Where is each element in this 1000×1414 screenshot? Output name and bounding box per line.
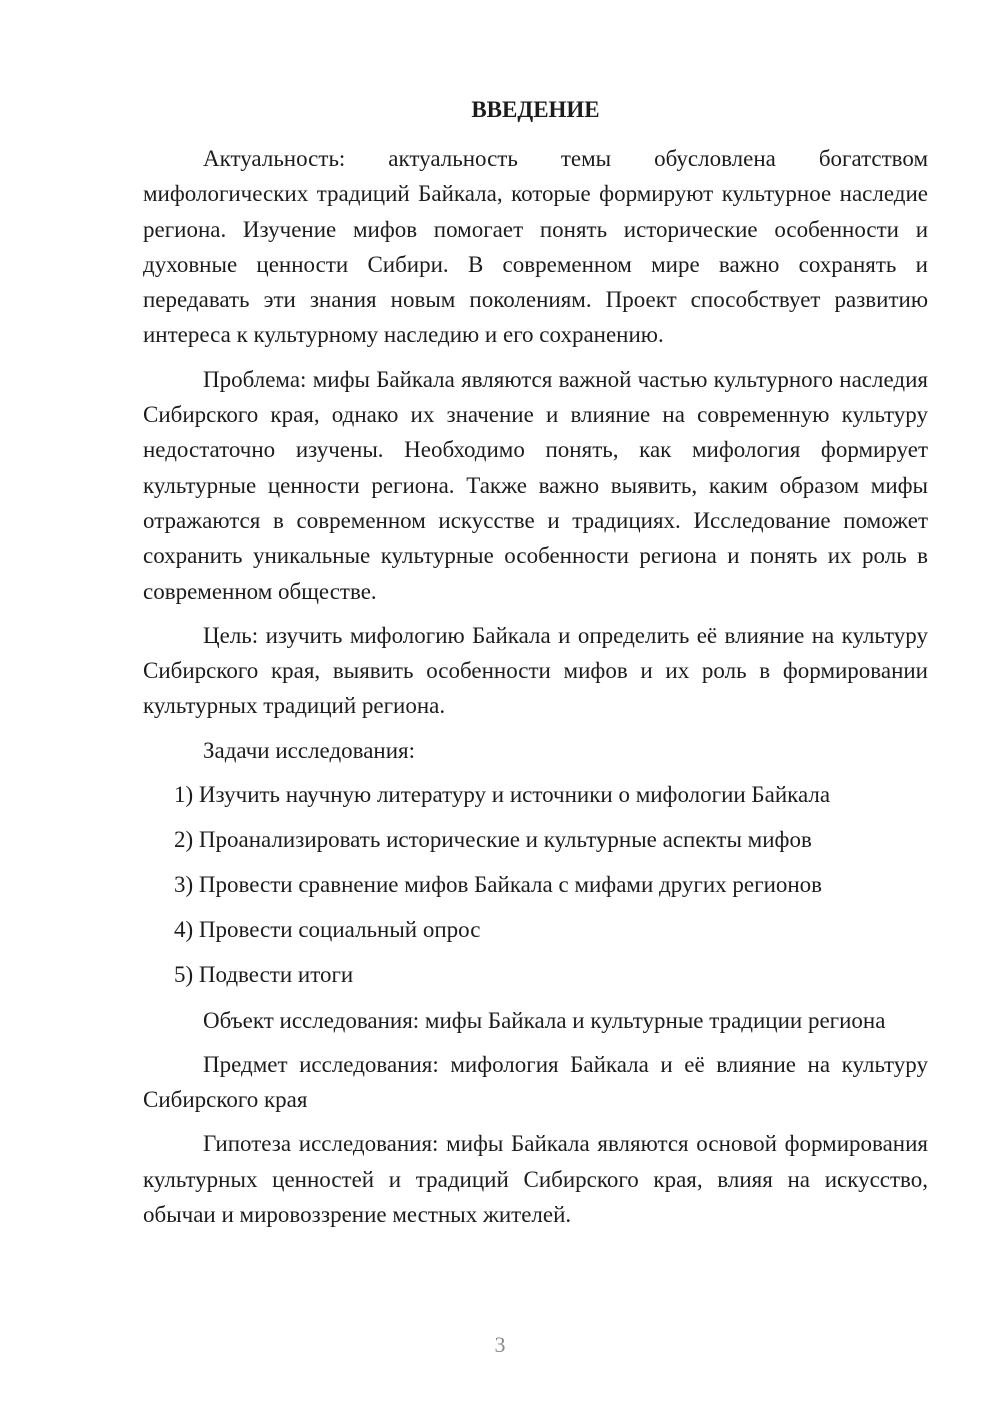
document-page	[143, 92, 928, 1241]
paragraph-problem: Проблема: мифы Байкала являются важной частью культурного наследия Сибирского края, однако их значение и влияние на современную культуру недостаточно изучены. Необходимо понять, как мифология формирует культурные ценности региона. Также важно выявить, каким образом мифы отражаются в современном искусстве и традициях. Исследование поможет сохранить уникальные культурные особенности региона и понять их роль в современном обществе.	[143, 366, 928, 604]
task-item: 1) Изучить научную литературу и источники о мифологии Байкала	[174, 782, 831, 808]
tasks-title: Задачи исследования:	[203, 737, 416, 763]
paragraph-subject: Предмет исследования: мифология Байкала и её влияние на культуру Сибирского края	[143, 1051, 928, 1113]
paragraph-hypothesis: Гипотеза исследования: мифы Байкала являются основой формирования культурных ценностей и традиций Сибирского края, влияя на искусство, обычаи и мировоззрение местных жителей.	[143, 1131, 928, 1227]
paragraph-goal: Цель: изучить мифологию Байкала и определить её влияние на культуру Сибирского края, выявить особенности мифов и их роль в формировании культурных традиций региона.	[143, 622, 928, 719]
section-heading: ВВЕДЕНИЕ	[471, 97, 600, 122]
paragraph-relevance: Актуальность: актуальность темы обусловлена богатством мифологических традиций Байкала, которые формируют культурное наследие региона. Изучение мифов помогает понять исторические особенности и духовные ценности Сибири. В современном мире важно сохранять и передавать эти знания новым поколениям. Проект способствует развитию интереса к культурному наследию и его сохранению.	[143, 146, 928, 348]
page-number: 3	[494, 1332, 506, 1357]
task-item: 3) Провести сравнение мифов Байкала с мифами других регионов	[174, 872, 823, 898]
paragraph-object: Объект исследования: мифы Байкала и культурные традиции региона	[203, 1007, 886, 1033]
task-list	[143, 777, 928, 993]
task-item: 5) Подвести итоги	[174, 962, 354, 988]
task-item: 4) Провести социальный опрос	[174, 917, 481, 943]
task-item: 2) Проанализировать исторические и культурные аспекты мифов	[174, 827, 812, 853]
